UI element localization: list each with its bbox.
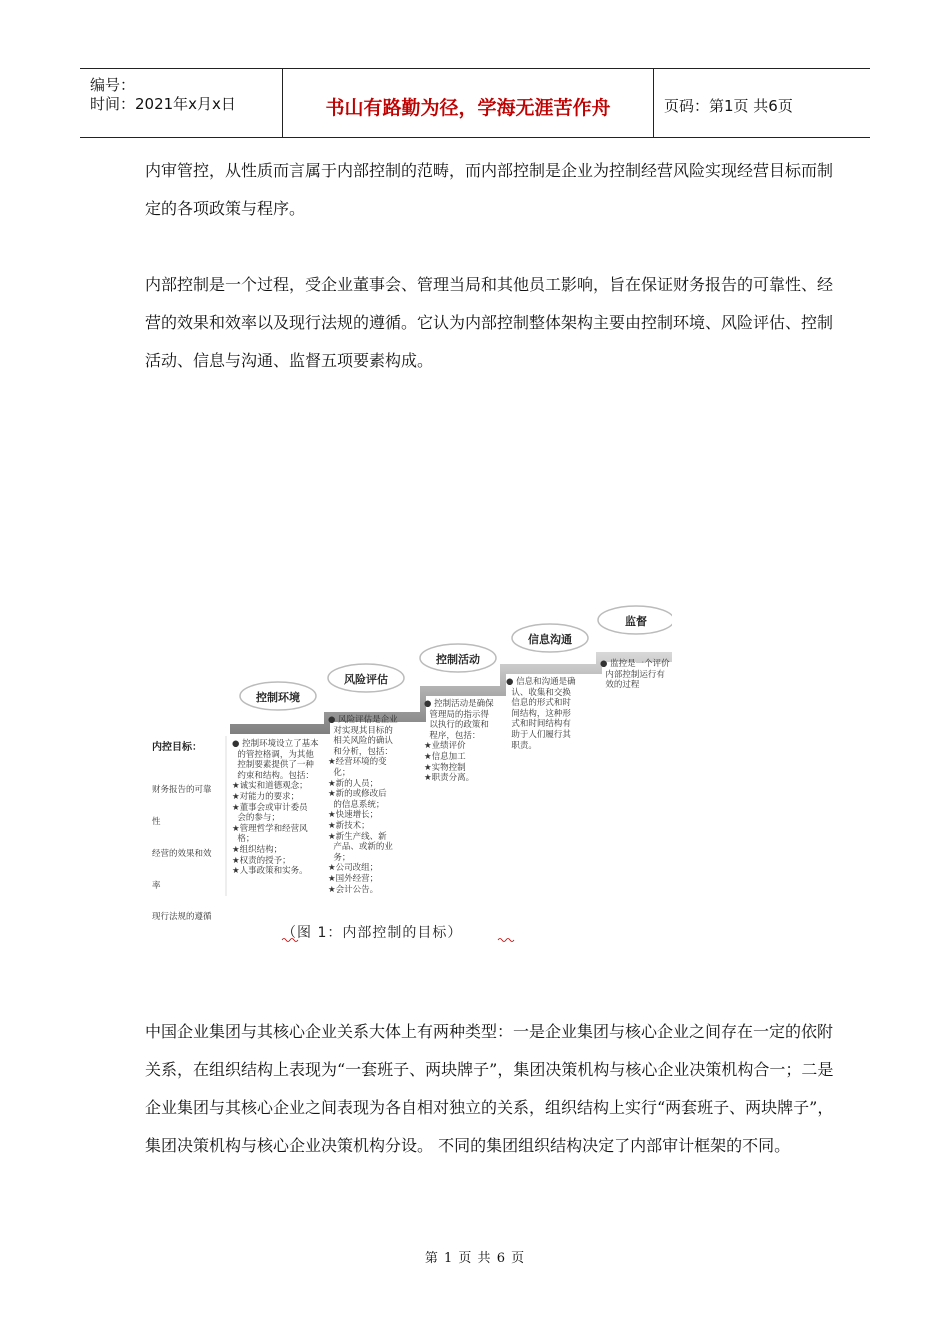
staircase-diagram: [142, 596, 672, 948]
objective-item: 率: [152, 880, 161, 891]
caption-squiggle-right: [498, 939, 514, 942]
paragraph-1: 内审管控，从性质而言属于内部控制的范畴，而内部控制是企业为控制经营风险实现经营目标而制定的各项政策与程序。: [145, 161, 834, 218]
stage-title-control-activities: 控制活动: [436, 653, 480, 666]
stage-title-information-communication: 信息沟通: [528, 633, 572, 646]
objective-item: 性: [152, 816, 161, 827]
document-number-label: 编号：: [90, 76, 136, 94]
header-page-cell: [654, 69, 870, 137]
page-footer: 第 1 页 共 6 页: [424, 1251, 526, 1266]
header-page-number: 页码：第1页 共6页: [664, 97, 793, 115]
objective-item: 现行法规的遵循: [152, 912, 212, 923]
stage-text-control-activities: ● 控制活动是确保 管理局的指示得 以执行的政策和 程序，包括： ★业绩评价 ★信息加工 ★实物控制 ★职责分离。: [424, 699, 494, 784]
stage-title-control-environment: 控制环境: [256, 691, 300, 704]
objective-item: 经营的效果和效: [152, 848, 212, 859]
header-meta-cell: [80, 69, 283, 137]
header-motto: 书山有路勤为径，学海无涯苦作舟: [325, 97, 611, 119]
stage-title-risk-assessment: 风险评估: [344, 673, 388, 686]
stage-text-control-environment: ● 控制环境设立了基本 的管控格调，为其他 控制要素提供了一种 约束和结构。包括： ★诚实和道德观念； ★对能力的要求； ★董事会或审计委员 会的参与； ★管理哲学和经营风 格； ★组织结构； ★权责的授予； ★人事政策和实务。: [232, 739, 319, 877]
objectives-title: 内控目标：: [152, 742, 202, 753]
stage-title-monitoring: 监督: [625, 615, 647, 628]
internal-control-figure: [142, 596, 672, 948]
objective-item: 财务报告的可靠: [152, 785, 212, 796]
figure-caption: （图 1：内部控制的目标）: [282, 925, 463, 941]
document-date-label: 时间：2021年x月x日: [90, 95, 236, 113]
paragraph-2: 内部控制是一个过程，受企业董事会、管理当局和其他员工影响，旨在保证财务报告的可靠性、经营的效果和效率以及现行法规的遵循。它认为内部控制整体架构主要由控制环境、风险评估、控制活动、信息与沟通、监督五项要素构成。: [145, 275, 834, 370]
stage-text-monitoring: ● 监控是一个评价 内部控制运行有 效的过程: [600, 659, 670, 691]
stage-text-risk-assessment: ● 风险评估是企业 对实现其目标的 相关风险的确认 和分析，包括： ★经营环境的变 化； ★新的人员； ★新的或修改后 的信息系统； ★快速增长； ★新技术； ★新生产线、新 产品、或新的业 务； ★公司改组； ★国外经营； ★会计公告。: [328, 715, 398, 895]
header-table: [80, 68, 870, 138]
objectives-list: [152, 764, 212, 944]
stage-text-information-communication: ● 信息和沟通是确 认、收集和交换 信息的形式和时 间结构，这种形 式和时间结构有 助于人们履行其 职责。: [506, 677, 576, 751]
paragraph-3: 中国企业集团与其核心企业关系大体上有两种类型：一是企业集团与核心企业之间存在一定的依附关系，在组织结构上表现为“一套班子、两块牌子”，集团决策机构与核心企业决策机构合一；二是企业集团与其核心企业之间表现为各自相对独立的关系，组织结构上实行“两套班子、两块牌子”，集团决策机构与核心企业决策机构分设。 不同的集团组织结构决定了内部审计框架的不同。: [145, 1022, 834, 1155]
header-motto-cell: [283, 69, 654, 137]
